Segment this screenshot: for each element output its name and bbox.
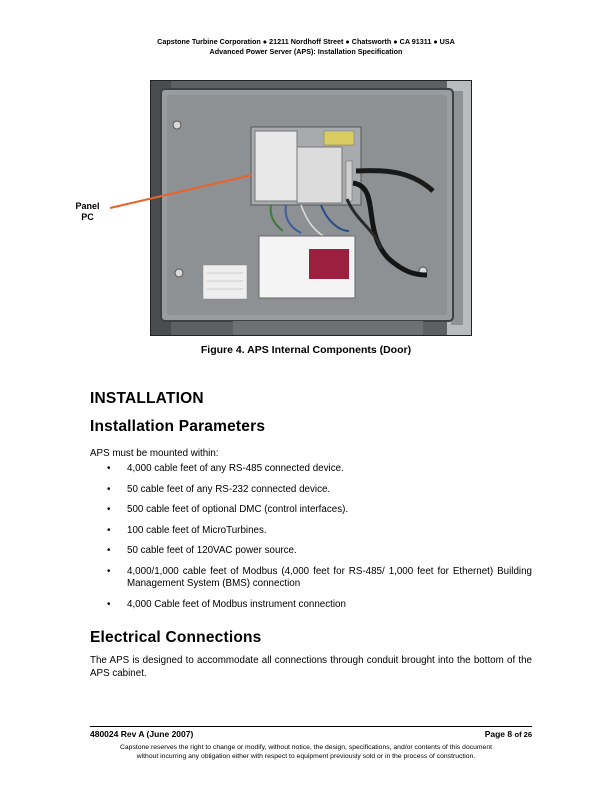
disclaimer-line-1: Capstone reserves the right to change or modify, without notice, the design, specifications, and/or contents of this document [119, 744, 493, 751]
subheading-installation-parameters: Installation Parameters [90, 418, 266, 435]
figure-caption: Figure 4. APS Internal Components (Door) [200, 344, 412, 356]
header-document-title: Advanced Power Server (APS): Installation Specification [209, 47, 403, 56]
footer-page-number [485, 729, 532, 739]
list-item: • 4,000/1,000 cable feet of Modbus (4,000 feet for RS-485/ 1,000 feet for Ethernet) Building Management System (BMS) connection [90, 566, 532, 591]
callout-line-2: PC [81, 212, 94, 222]
callout-line-1: Panel [75, 201, 100, 211]
page-label: Page 8 [484, 729, 513, 739]
list-item: • 50 cable feet of any RS-232 connected device. [90, 484, 532, 497]
page-total: of 26 [514, 730, 532, 739]
list-item: • 4,000 cable feet of any RS-485 connected device. [90, 463, 532, 476]
electrical-connections-text: The APS is designed to accommodate all connections through conduit brought into the bottom of the APS cabinet. [90, 655, 532, 679]
list-item: • 100 cable feet of MicroTurbines. [90, 525, 532, 538]
list-item: • 500 cable feet of optional DMC (control interfaces). [90, 504, 532, 517]
footer-disclaimer [60, 743, 552, 761]
mounting-intro: APS must be mounted within: [90, 448, 219, 459]
figure-callout-label [60, 201, 115, 223]
list-item: • 4,000 Cable feet of Modbus instrument connection [90, 599, 532, 612]
list-item: • 50 cable feet of 120VAC power source. [90, 545, 532, 558]
footer-document-id: 480024 Rev A (June 2007) [90, 729, 194, 739]
mounting-requirements-list [90, 463, 532, 619]
subheading-electrical-connections: Electrical Connections [90, 629, 262, 646]
footer-divider [90, 726, 532, 727]
section-heading-installation: INSTALLATION [90, 390, 204, 407]
disclaimer-line-2: without incurring any obligation either with respect to equipment previously sold or in the process of construction. [136, 753, 476, 760]
header-company-line: Capstone Turbine Corporation ● 21211 Nordhoff Street ● Chatsworth ● CA 91311 ● USA [157, 37, 455, 46]
